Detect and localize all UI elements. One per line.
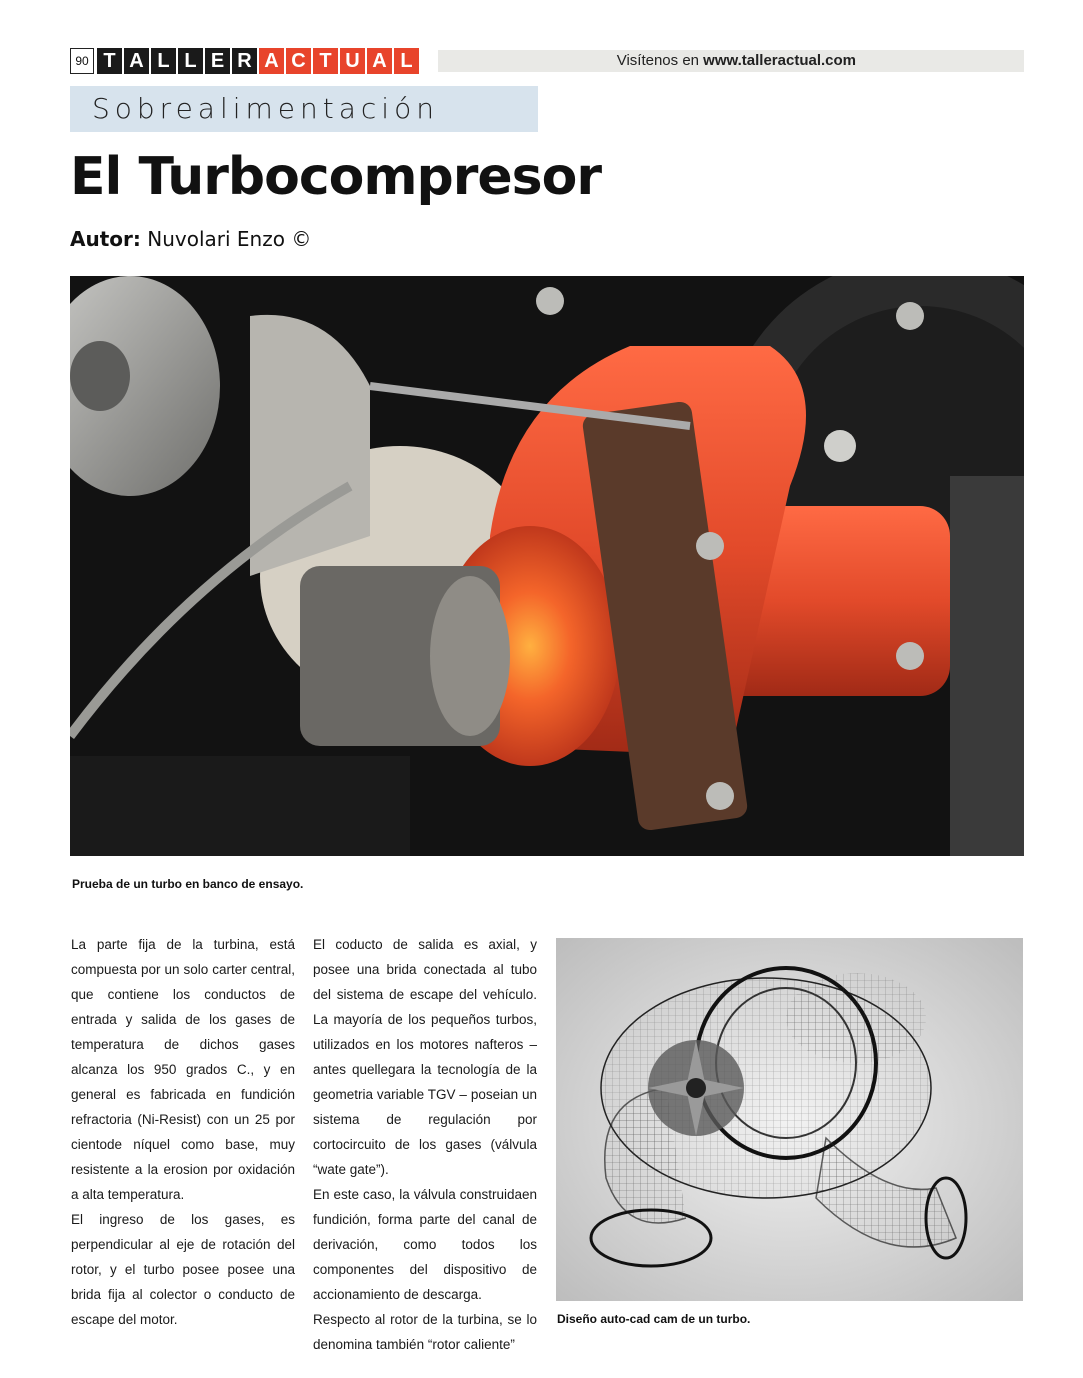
logo-letter: C [286, 48, 311, 74]
article-column-2 [313, 932, 537, 1357]
cad-caption: Diseño auto-cad cam de un turbo. [557, 1312, 751, 1326]
cad-wireframe-illustration [556, 938, 1023, 1301]
photo-caption: Prueba de un turbo en banco de ensayo. [72, 877, 304, 891]
paragraph: La parte fija de la turbina, está compuesta por un solo carter central, que contiene los conductos de entrada y salida de los gases de temperatura de dichos gases alcanza los 950 grados C., y en general es fabricada en fundición refractoria (Ni-Resist) con un 25 por cientode níquel como base, muy resistente a la erosion por oxidación a alta temperatura. [71, 937, 295, 1202]
paragraph: El ingreso de los gases, es perpendicular al eje de rotación del rotor, y el turbo posee posee una brida fija al colector o conducto de escape del motor. [71, 1212, 295, 1327]
logo-letter: E [205, 48, 230, 74]
paragraph: En este caso, la válvula construidaen fundición, forma parte del canal de derivación, como todos los componentes del dispositivo de accionamiento de descarga. [313, 1187, 537, 1302]
website-note [617, 50, 856, 72]
section-label [70, 86, 538, 132]
author-name: Nuvolari Enzo © [147, 227, 312, 251]
logo-letter: L [394, 48, 419, 74]
section-title: Sobrealimentación [92, 92, 439, 125]
magazine-logo [97, 48, 419, 74]
paragraph: Respecto al rotor de la turbina, se lo denomina también “rotor caliente” [313, 1312, 537, 1352]
page-header [70, 48, 1024, 74]
author-line [70, 224, 311, 254]
article-column-1 [71, 932, 295, 1332]
website-prefix: Visítenos en [616, 52, 699, 69]
page-number: 90 [70, 48, 94, 74]
turbo-test-bench-photo [70, 276, 1024, 856]
logo-letter: A [259, 48, 284, 74]
turbo-photo-illustration [70, 276, 1024, 856]
author-label: Autor: [70, 227, 141, 251]
logo-letter: T [97, 48, 122, 74]
logo-letter: R [232, 48, 257, 74]
website-link[interactable]: www.talleractual.com [703, 52, 856, 69]
turbo-wireframe-cad-icon [556, 938, 1023, 1301]
logo-letter: U [340, 48, 365, 74]
article-title: El Turbocompresor [70, 147, 602, 207]
logo-letter: L [178, 48, 203, 74]
logo-letter: L [151, 48, 176, 74]
paragraph: El coducto de salida es axial, y posee una brida conectada al tubo del sistema de escape del vehículo. La mayoría de los pequeños turbos, utilizados en los motores nafteros – antes quellegara la tecnología de la geometria variable TGV – poseian un sistema de regulación por cortocircuito de los gases (válvula “wate gate”). [313, 937, 537, 1177]
logo-letter: A [367, 48, 392, 74]
logo-letter: T [313, 48, 338, 74]
website-bar [438, 50, 1024, 72]
logo-letter: A [124, 48, 149, 74]
